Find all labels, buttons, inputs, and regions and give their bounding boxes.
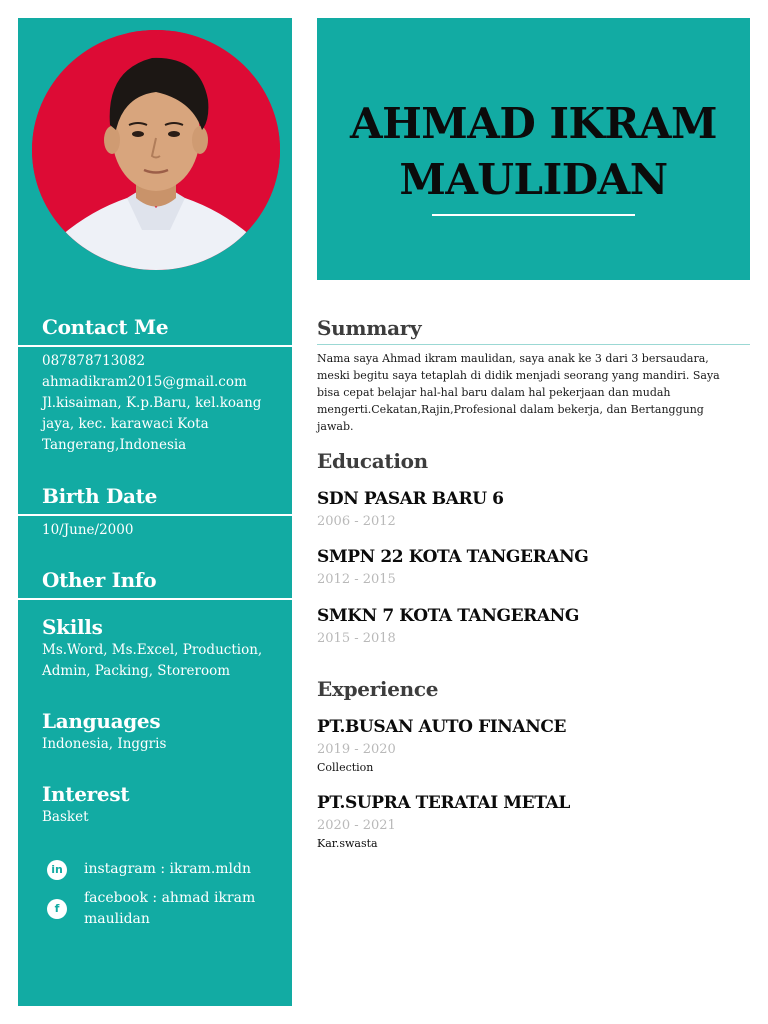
skills-heading: Skills xyxy=(42,615,103,639)
interest-heading: Interest xyxy=(42,782,130,806)
education-years: 2012 - 2015 xyxy=(317,572,396,587)
address-line-3: Tangerang,Indonesia xyxy=(42,437,187,453)
other-info-divider xyxy=(18,598,292,600)
facebook-line-1: facebook : ahmad ikram xyxy=(84,890,256,906)
languages-heading: Languages xyxy=(42,709,161,733)
languages-value: Indonesia, Inggris xyxy=(42,736,167,752)
contact-heading: Contact Me xyxy=(42,315,169,339)
education-school: SMPN 22 KOTA TANGERANG xyxy=(317,547,589,567)
linkedin-icon[interactable]: in xyxy=(47,860,67,880)
experience-heading: Experience xyxy=(317,677,439,701)
contact-details xyxy=(42,351,272,456)
name-line-1: AHMAD IKRAM xyxy=(349,99,718,148)
other-info-heading: Other Info xyxy=(42,568,157,592)
facebook-icon[interactable]: f xyxy=(47,899,67,919)
skills-list xyxy=(42,640,272,682)
experience-company: PT.BUSAN AUTO FINANCE xyxy=(317,717,567,737)
name-underline xyxy=(432,214,635,216)
name-banner xyxy=(317,18,750,280)
summary-text: Nama saya Ahmad ikram maulidan, saya anak ke 3 dari 3 bersaudara, meski begitu saya tetaplah di didik menjadi seorang yang mandiri. Saya bisa cepat belajar hal-hal baru dalam hal pekerjaan dan mudah mengerti.Cekatan,Rajin,Profesional dalam bekerja, dan Bertanggung jawab. xyxy=(317,352,720,433)
interest-value: Basket xyxy=(42,809,89,825)
full-name xyxy=(317,96,750,208)
skills-line-2: Admin, Packing, Storeroom xyxy=(42,663,231,679)
skills-line-1: Ms.Word, Ms.Excel, Production, xyxy=(42,642,263,658)
contact-divider xyxy=(18,345,292,347)
facebook-link[interactable] xyxy=(84,888,274,930)
birth-divider xyxy=(18,514,292,516)
instagram-link[interactable]: instagram : ikram.mldn xyxy=(84,861,252,877)
name-line-2: MAULIDAN xyxy=(399,155,668,204)
experience-company: PT.SUPRA TERATAI METAL xyxy=(317,793,570,813)
experience-years: 2020 - 2021 xyxy=(317,818,396,833)
education-school: SDN PASAR BARU 6 xyxy=(317,489,504,509)
summary-heading: Summary xyxy=(317,316,422,340)
education-years: 2006 - 2012 xyxy=(317,514,396,529)
experience-role: Kar.swasta xyxy=(317,837,378,850)
email-address: ahmadikram2015@gmail.com xyxy=(42,374,247,390)
education-school: SMKN 7 KOTA TANGERANG xyxy=(317,606,579,626)
profile-photo xyxy=(32,30,280,270)
summary-divider xyxy=(317,344,750,345)
experience-years: 2019 - 2020 xyxy=(317,742,396,757)
education-heading: Education xyxy=(317,449,428,473)
facebook-line-2: maulidan xyxy=(84,911,150,927)
birth-date-heading: Birth Date xyxy=(42,484,158,508)
address-line-2: jaya, kec. karawaci Kota xyxy=(42,416,209,432)
phone-number: 087878713082 xyxy=(42,353,146,369)
experience-role: Collection xyxy=(317,761,374,774)
address-line-1: Jl.kisaiman, K.p.Baru, kel.koang xyxy=(42,395,262,411)
birth-date-value: 10/June/2000 xyxy=(42,522,134,538)
education-years: 2015 - 2018 xyxy=(317,631,396,646)
